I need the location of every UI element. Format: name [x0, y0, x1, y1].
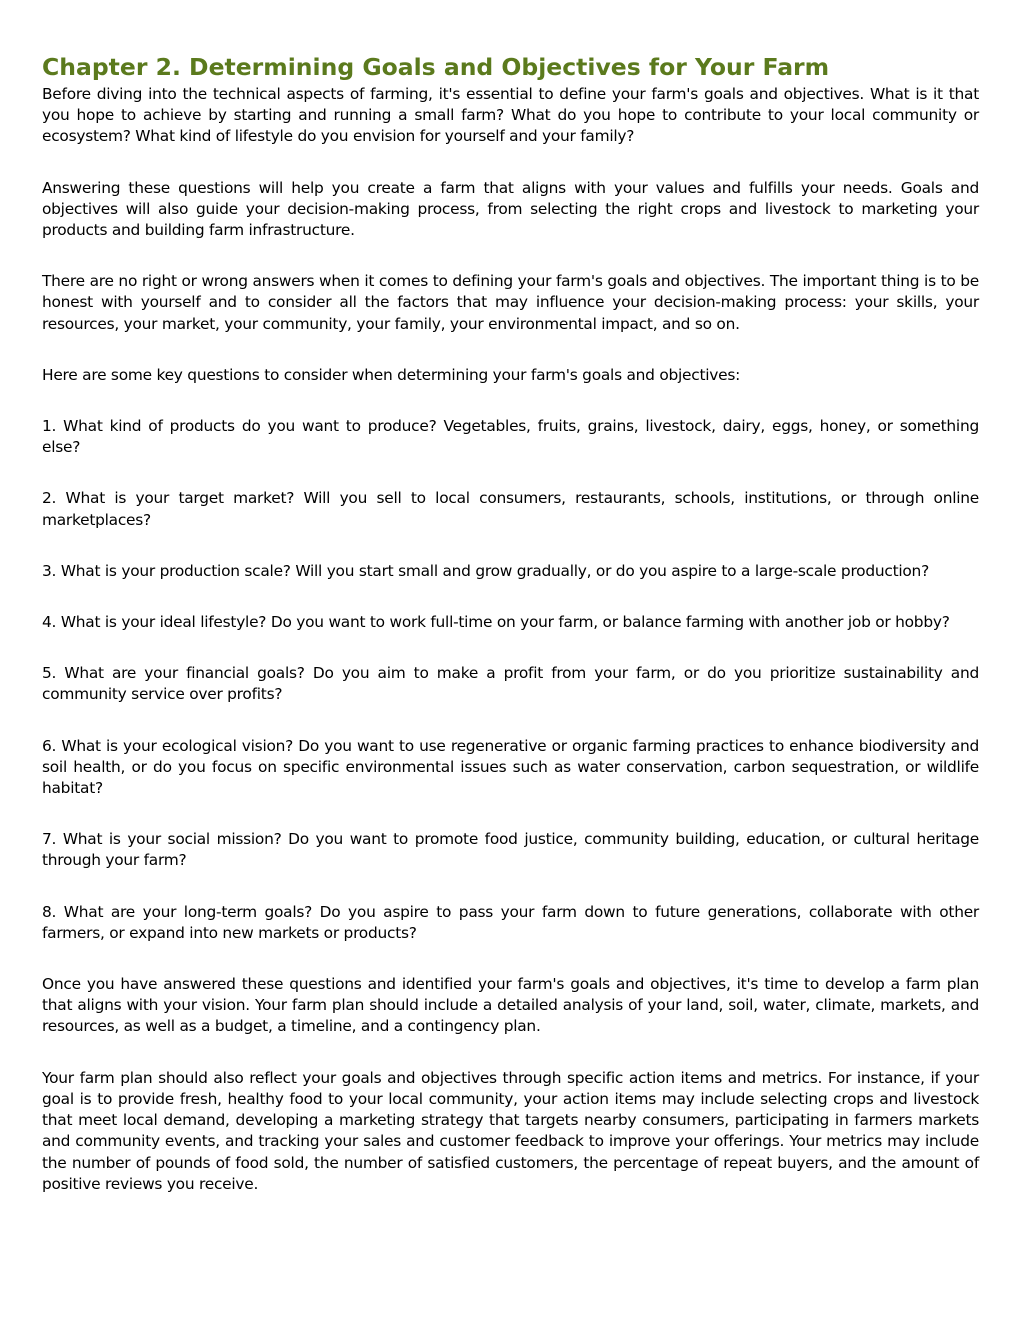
question-item-5: 5. What are your financial goals? Do you aim to make a profit from your farm, or do you prioritize sustainability and community service over profits?: [42, 664, 979, 704]
question-item-3: 3. What is your production scale? Will you start small and grow gradually, or do you aspire to a large-scale production?: [42, 561, 929, 580]
paragraph-key-questions-intro: Here are some key questions to consider when determining your farm's goals and objectives:: [42, 365, 741, 384]
paragraph-intro: Before diving into the technical aspects of farming, it's essential to define your farm's goals and objectives. What is it that you hope to achieve by starting and running a small farm? What do you hope to contribute to your local community or ecosystem? What kind of lifestyle do you envision for yourself and your family?: [42, 85, 979, 146]
paragraph-action-items: Your farm plan should also reflect your goals and objectives through specific action items and metrics. For instance, if your goal is to provide fresh, healthy food to your local community, your action items may include selecting crops and livestock that meet local demand, developing a marketing strategy that targets nearby consumers, participating in farmers markets and community events, and tracking your sales and customer feedback to improve your offerings. Your metrics may include the number of pounds of food sold, the number of satisfied customers, the percentage of repeat buyers, and the amount of positive reviews you receive.: [42, 1068, 979, 1193]
chapter-title: Chapter 2. Determining Goals and Objectives for Your Farm: [42, 53, 830, 81]
question-item-8: 8. What are your long-term goals? Do you aspire to pass your farm down to future generations, collaborate with other farmers, or expand into new markets or products?: [42, 902, 979, 942]
question-item-2: 2. What is your target market? Will you sell to local consumers, restaurants, schools, institutions, or through online marketplaces?: [42, 489, 979, 529]
paragraph-answering: Answering these questions will help you create a farm that aligns with your values and fulfills your needs. Goals and objectives will also guide your decision-making process, from selecting the right crops and livestock to marketing your products and building farm infrastructure.: [42, 178, 979, 240]
question-item-1: 1. What kind of products do you want to produce? Vegetables, fruits, grains, livestock, dairy, eggs, honey, or something else?: [42, 417, 979, 457]
question-item-7: 7. What is your social mission? Do you want to promote food justice, community building, education, or cultural heritage through your farm?: [42, 830, 979, 870]
paragraph-farm-plan: Once you have answered these questions and identified your farm's goals and objectives, it's time to develop a farm plan that aligns with your vision. Your farm plan should include a detailed analysis of your land, soil, water, climate, markets, and resources, as well as a budget, a timeline, and a contingency plan.: [42, 975, 979, 1036]
question-item-4: 4. What is your ideal lifestyle? Do you want to work full-time on your farm, or balance farming with another job or hobby?: [42, 613, 950, 632]
document-page: [42, 52, 979, 1225]
question-item-6: 6. What is your ecological vision? Do you want to use regenerative or organic farming practices to enhance biodiversity and soil health, or do you focus on specific environmental issues such as water conservation, carbon sequestration, or wildlife habitat?: [42, 736, 979, 798]
paragraph-no-right-answers: There are no right or wrong answers when it comes to defining your farm's goals and objectives. The important thing is to be honest with yourself and to consider all the factors that may influence your decision-making process: your skills, your resources, your market, your community, your family, your environmental impact, and so on.: [42, 272, 979, 333]
